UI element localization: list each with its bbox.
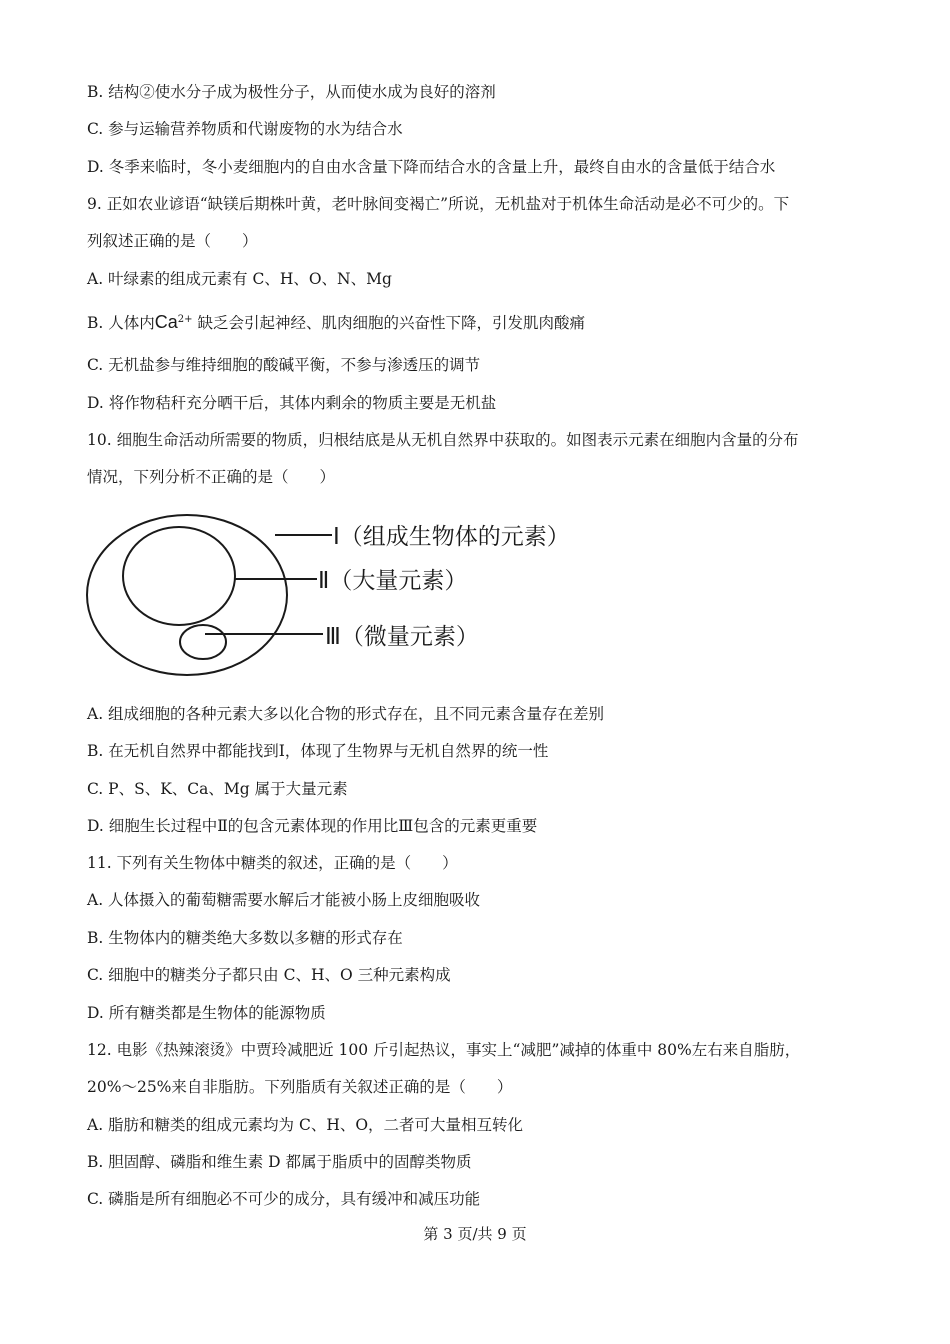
q9-option-b-suffix: 缺乏会引起神经、肌肉细胞的兴奋性下降，引发肌肉酸痛	[192, 314, 585, 332]
q9-option-d: D. 将作物秸秆充分晒干后，其体内剩余的物质主要是无机盐	[87, 394, 497, 412]
calcium-charge: 2+	[177, 313, 193, 325]
q12-stem-line1: 12. 电影《热辣滚烫》中贾玲减肥近 100 斤引起热议，事实上“减肥”减掉的体重中 80%左右来自脂肪，	[87, 1041, 801, 1059]
q9-option-a: A. 叶绿素的组成元素有 C、H、O、N、Mg	[87, 270, 392, 288]
label-i: Ⅰ（组成生物体的元素）	[333, 524, 570, 550]
q12-stem-line2: 20%～25%来自非脂肪。下列脂质有关叙述正确的是（ ）	[87, 1078, 513, 1096]
q10-option-a: A. 组成细胞的各种元素大多以化合物的形式存在，且不同元素含量存在差别	[87, 705, 605, 723]
q11-stem: 11. 下列有关生物体中糖类的叙述，正确的是（ ）	[87, 854, 458, 872]
q10-option-d: D. 细胞生长过程中Ⅱ的包含元素体现的作用比Ⅲ包含的元素更重要	[87, 817, 538, 835]
q9-option-b	[87, 312, 585, 333]
q8-option-b: B. 结构②使水分子成为极性分子，从而使水成为良好的溶剂	[87, 83, 496, 101]
q9-option-c: C. 无机盐参与维持细胞的酸碱平衡，不参与渗透压的调节	[87, 356, 481, 374]
q12-option-b: B. 胆固醇、磷脂和维生素 D 都属于脂质中的固醇类物质	[87, 1153, 472, 1171]
q12-option-c: C. 磷脂是所有细胞必不可少的成分，具有缓冲和减压功能	[87, 1190, 481, 1208]
label-ii: Ⅱ（大量元素）	[318, 568, 468, 594]
label-iii: Ⅲ（微量元素）	[325, 624, 479, 650]
q11-option-a: A. 人体摄入的葡萄糖需要水解后才能被小肠上皮细胞吸收	[87, 891, 481, 909]
q10-option-b: B. 在无机自然界中都能找到Ⅰ，体现了生物界与无机自然界的统一性	[87, 742, 549, 760]
q9-option-b-prefix: B. 人体内	[87, 314, 155, 332]
element-distribution-diagram	[85, 505, 625, 690]
q11-option-c: C. 细胞中的糖类分子都只由 C、H、O 三种元素构成	[87, 966, 451, 984]
small-circle-set-iii	[180, 625, 226, 659]
q11-option-b: B. 生物体内的糖类绝大多数以多糖的形式存在	[87, 929, 403, 947]
q10-option-c: C. P、S、K、Ca、Mg 属于大量元素	[87, 780, 348, 798]
page-footer: 第 3 页/共 9 页	[423, 1225, 527, 1243]
q9-stem-line2: 列叙述正确的是（ ）	[87, 232, 258, 250]
q12-option-a: A. 脂肪和糖类的组成元素均为 C、H、O，二者可大量相互转化	[87, 1116, 524, 1134]
q8-option-d: D. 冬季来临时，冬小麦细胞内的自由水含量下降而结合水的含量上升，最终自由水的含量低于结合水	[87, 158, 776, 176]
q10-stem-line1: 10. 细胞生命活动所需要的物质，归根结底是从无机自然界中获取的。如图表示元素在细胞内含量的分布	[87, 431, 799, 449]
calcium-ion: Ca	[154, 312, 178, 332]
q10-stem-line2: 情况，下列分析不正确的是（ ）	[87, 468, 336, 486]
q9-stem-line1: 9. 正如农业谚语“缺镁后期株叶黄，老叶脉间变褐亡”所说，无机盐对于机体生命活动是必不可少的。下	[87, 195, 790, 213]
inner-circle-set-ii	[123, 527, 235, 625]
outer-circle-set-i	[87, 515, 287, 675]
q8-option-c: C. 参与运输营养物质和代谢废物的水为结合水	[87, 120, 403, 138]
q11-option-d: D. 所有糖类都是生物体的能源物质	[87, 1004, 326, 1022]
